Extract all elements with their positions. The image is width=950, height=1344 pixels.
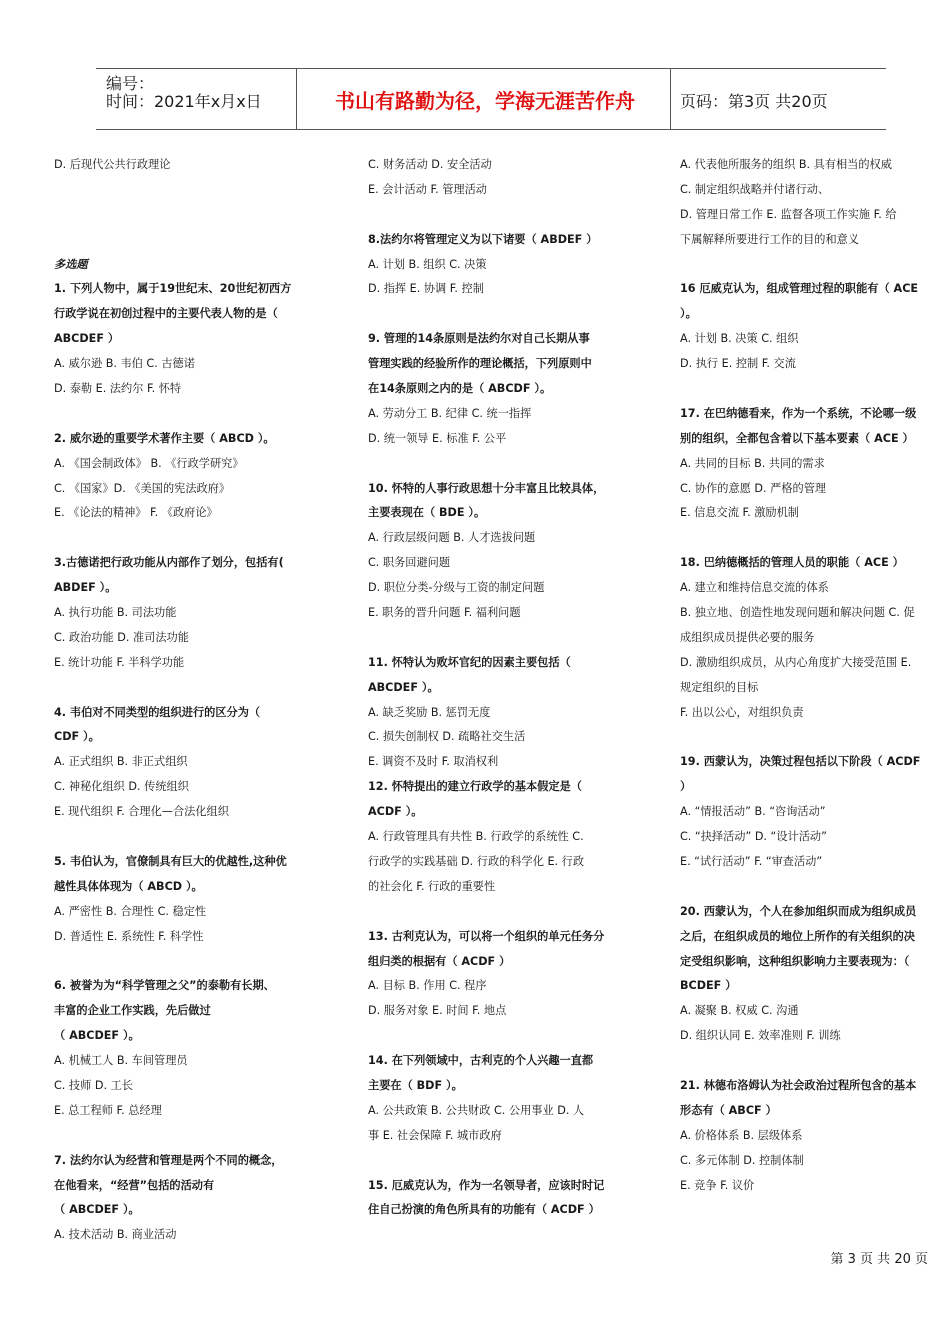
question-line: 7. 法约尔认为经营和管理是两个不同的概念，	[54, 1153, 283, 1167]
question-line: 18. 巴纳德概括的管理人员的职能（ ACE ）	[680, 556, 904, 570]
question-line: 20. 西蒙认为，个人在参加组织而成为组织成员	[680, 904, 917, 918]
question-line: 形态有（ ABCF ）	[680, 1103, 777, 1117]
spacer	[368, 452, 622, 477]
question-line: 管理实践的经验所作的理论概括，下列原则中	[368, 357, 592, 371]
question-line: 住自己扮演的角色所具有的功能有（ ACDF ）	[368, 1203, 600, 1217]
section-heading: 多选题	[54, 257, 88, 271]
question-line: （ ABCDEF ）。	[54, 1029, 140, 1043]
question-line: 5. 韦伯认为，官僚制具有巨大的优越性,这种优	[54, 854, 287, 868]
option-line: E. 现代组织 F. 合理化—合法化组织	[54, 805, 229, 819]
question-line: 15. 厄威克认为，作为一名领导者，应该时时记	[368, 1178, 605, 1192]
question-line: ACDF ）。	[368, 805, 423, 819]
spacer	[680, 253, 932, 278]
option-line: 下属解释所要进行工作的目的和意义	[680, 232, 860, 246]
option-line: B. 独立地、创造性地发现问题和解决问题 C. 促	[680, 606, 915, 620]
option-line: C. “抉择活动” D. “设计活动”	[680, 830, 827, 844]
question-line: 主要在（ BDF ）。	[368, 1078, 463, 1092]
question-line: 13. 古利克认为，可以将一个组织的单元任务分	[368, 929, 605, 943]
option-line: E. “试行活动” F. “审查活动”	[680, 854, 823, 868]
question-line: ABCDEF ）。	[368, 680, 439, 694]
option-line: D. 组织认同 E. 效率准则 F. 训练	[680, 1029, 841, 1043]
option-line: D. 指挥 E. 协调 F. 控制	[368, 282, 484, 296]
spacer	[368, 1024, 622, 1049]
option-line: A. 代表他所服务的组织 B. 具有相当的权威	[680, 158, 892, 171]
option-line: A. 行政管理具有共性 B. 行政学的系统性 C.	[368, 830, 584, 844]
header-divider	[296, 69, 297, 129]
question-line: 定受组织影响，这种组织影响力主要表现为：（	[680, 954, 910, 968]
question-line: BCDEF ）	[680, 979, 737, 993]
question-line: 4. 韦伯对不同类型的组织进行的区分为（	[54, 705, 261, 719]
page-footer: 第 3 页 共 20 页	[830, 1252, 928, 1267]
spacer	[54, 178, 304, 203]
question-line: 3.古德诺把行政功能从内部作了划分，包括有(	[54, 556, 284, 570]
question-line: 行政学说在初创过程中的主要代表人物的是（	[54, 307, 278, 321]
spacer	[54, 203, 304, 228]
option-line: D. 统一领导 E. 标准 F. 公平	[368, 431, 507, 445]
question-line: 10. 怀特的人事行政思想十分丰富且比较具体，	[368, 481, 605, 495]
option-line: C. 《国家》D. 《美国的宪法政府》	[54, 481, 231, 495]
question-line: 组归类的根据有（ ACDF ）	[368, 954, 511, 968]
option-line: C. 损失创制权 D. 疏略社交生活	[368, 730, 526, 744]
option-line: E. 信息交流 F. 激励机制	[680, 506, 799, 520]
spacer	[368, 203, 622, 228]
header-page-label: 页码：第3页 共20页	[680, 92, 828, 111]
question-line: 6. 被誉为为“科学管理之父”的泰勒有长期、	[54, 979, 275, 993]
spacer	[680, 725, 932, 750]
question-line: （ ABCDEF ）。	[54, 1203, 140, 1217]
spacer	[680, 875, 932, 900]
spacer	[680, 377, 932, 402]
option-line: 的社会化 F. 行政的重要性	[368, 879, 496, 893]
option-line: 规定组织的目标	[680, 680, 759, 694]
question-line: 21. 林德布洛姆认为社会政治过程所包含的基本	[680, 1078, 917, 1092]
option-line: C. 职务回避问题	[368, 556, 451, 570]
option-line: D. 后现代公共行政理论	[54, 158, 171, 171]
question-line: 11. 怀特认为败坏官纪的因素主要包括（	[368, 655, 571, 669]
text-column-2	[368, 153, 622, 1223]
option-line: A. 执行功能 B. 司法功能	[54, 606, 177, 620]
spacer	[54, 1124, 304, 1149]
question-line: 主要表现在（ BDE ）。	[368, 506, 486, 520]
question-line: 12. 怀特提出的建立行政学的基本假定是（	[368, 780, 582, 794]
header-divider	[670, 69, 671, 129]
option-line: 事 E. 社会保障 F. 城市政府	[368, 1128, 502, 1142]
option-line: A. 劳动分工 B. 纪律 C. 统一指挥	[368, 406, 532, 420]
option-line: A. “情报活动” B. “咨询活动”	[680, 805, 826, 819]
question-line: 在14条原则之内的是（ ABCDF ）。	[368, 382, 552, 396]
question-line: 丰富的企业工作实践，先后做过	[54, 1004, 211, 1018]
option-line: A. 价格体系 B. 层级体系	[680, 1128, 803, 1142]
text-column-1	[54, 153, 304, 1248]
spacer	[54, 676, 304, 701]
option-line: C. 制定组织战略并付诸行动、	[680, 182, 830, 196]
question-line: ）。	[680, 307, 697, 321]
spacer	[680, 1049, 932, 1074]
option-line: C. 财务活动 D. 安全活动	[368, 158, 492, 171]
option-line: D. 执行 E. 控制 F. 交流	[680, 357, 796, 371]
option-line: D. 管理日常工作 E. 监督各项工作实施 F. 给	[680, 207, 897, 221]
option-line: D. 激励组织成员，从内心角度扩大接受范围 E.	[680, 655, 912, 669]
option-line: A. 机械工人 B. 车间管理员	[54, 1054, 188, 1068]
page-header	[96, 68, 886, 130]
question-line: ABCDEF ）	[54, 332, 120, 346]
question-line: ABDEF ）。	[54, 581, 117, 595]
question-line: 之后，在组织成员的地位上所作的有关组织的决	[680, 929, 915, 943]
question-line: ）	[680, 780, 692, 794]
option-line: E. 统计功能 F. 半科学功能	[54, 655, 185, 669]
option-line: A. 公共政策 B. 公共财政 C. 公用事业 D. 人	[368, 1103, 585, 1117]
question-line: 别的组织，全都包含着以下基本要素（ ACE ）	[680, 431, 914, 445]
spacer	[680, 526, 932, 551]
option-line: E. 《论法的精神》 F. 《政府论》	[54, 506, 218, 520]
option-line: D. 泰勒 E. 法约尔 F. 怀特	[54, 382, 182, 396]
option-line: E. 调资不及时 F. 取消权利	[368, 755, 499, 769]
question-line: 8.法约尔将管理定义为以下诸要（ ABDEF ）	[368, 232, 598, 246]
spacer	[368, 900, 622, 925]
option-line: A. 严密性 B. 合理性 C. 稳定性	[54, 904, 207, 918]
document-time-label: 时间：2021年x月x日	[106, 92, 262, 111]
document-number-label: 编号：	[106, 74, 155, 93]
option-line: E. 会计活动 F. 管理活动	[368, 182, 487, 196]
question-line: 17. 在巴纳德看来，作为一个系统，不论哪一级	[680, 406, 917, 420]
option-line: C. 技师 D. 工长	[54, 1078, 133, 1092]
option-line: 行政学的实践基础 D. 行政的科学化 E. 行政	[368, 854, 585, 868]
option-line: C. 神秘化组织 D. 传统组织	[54, 780, 189, 794]
spacer	[54, 228, 304, 253]
option-line: A. 正式组织 B. 非正式组织	[54, 755, 188, 769]
option-line: D. 职位分类-分级与工资的制定问题	[368, 581, 545, 595]
question-line: 越性具体体现为（ ABCD ）。	[54, 879, 203, 893]
option-line: A. 技术活动 B. 商业活动	[54, 1228, 177, 1242]
question-line: 16 厄威克认为，组成管理过程的职能有（ ACE	[680, 282, 919, 296]
header-info	[104, 69, 294, 129]
question-line: CDF ）。	[54, 730, 100, 744]
spacer	[54, 825, 304, 850]
option-line: A. 凝聚 B. 权威 C. 沟通	[680, 1004, 799, 1018]
option-line: A. 目标 B. 作用 C. 程序	[368, 979, 487, 993]
question-line: 2. 威尔逊的重要学术著作主要（ ABCD ）。	[54, 431, 275, 445]
option-line: F. 出以公心，对组织负责	[680, 705, 804, 719]
spacer	[54, 526, 304, 551]
spacer	[368, 1149, 622, 1174]
option-line: E. 职务的晋升问题 F. 福利问题	[368, 606, 521, 620]
option-line: E. 竞争 F. 议价	[680, 1178, 755, 1192]
option-line: C. 协作的意愿 D. 严格的管理	[680, 481, 827, 495]
question-line: 在他看来，“经营”包括的活动有	[54, 1178, 215, 1192]
spacer	[368, 302, 622, 327]
spacer	[368, 626, 622, 651]
option-line: A. 威尔逊 B. 韦伯 C. 古德诺	[54, 357, 195, 371]
question-line: 1. 下列人物中，属于19世纪末、20世纪初西方	[54, 282, 292, 296]
header-motto: 书山有路勤为径，学海无涯苦作舟	[335, 89, 635, 113]
question-line: 14. 在下列领域中，古利克的个人兴趣一直都	[368, 1054, 594, 1068]
option-line: A. 计划 B. 决策 C. 组织	[680, 332, 799, 346]
option-line: A. 建立和维持信息交流的体系	[680, 581, 829, 595]
option-line: A. 共同的目标 B. 共同的需求	[680, 456, 825, 470]
option-line: A. 缺乏奖励 B. 惩罚无度	[368, 705, 491, 719]
option-line: A. 《国会制政体》 B. 《行政学研究》	[54, 456, 244, 470]
option-line: D. 服务对象 E. 时间 F. 地点	[368, 1004, 507, 1018]
option-line: 成组织成员提供必要的服务	[680, 630, 815, 644]
spacer	[54, 950, 304, 975]
option-line: A. 行政层级问题 B. 人才选拔问题	[368, 531, 536, 545]
option-line: E. 总工程师 F. 总经理	[54, 1103, 162, 1117]
option-line: D. 普适性 E. 系统性 F. 科学性	[54, 929, 204, 943]
option-line: C. 多元体制 D. 控制体制	[680, 1153, 804, 1167]
option-line: C. 政治功能 D. 准司法功能	[54, 630, 189, 644]
question-line: 19. 西蒙认为，决策过程包括以下阶段（ ACDF	[680, 755, 921, 769]
option-line: A. 计划 B. 组织 C. 决策	[368, 257, 487, 271]
text-column-3	[680, 153, 932, 1198]
spacer	[54, 402, 304, 427]
question-line: 9. 管理的14条原则是法约尔对自己长期从事	[368, 332, 590, 346]
